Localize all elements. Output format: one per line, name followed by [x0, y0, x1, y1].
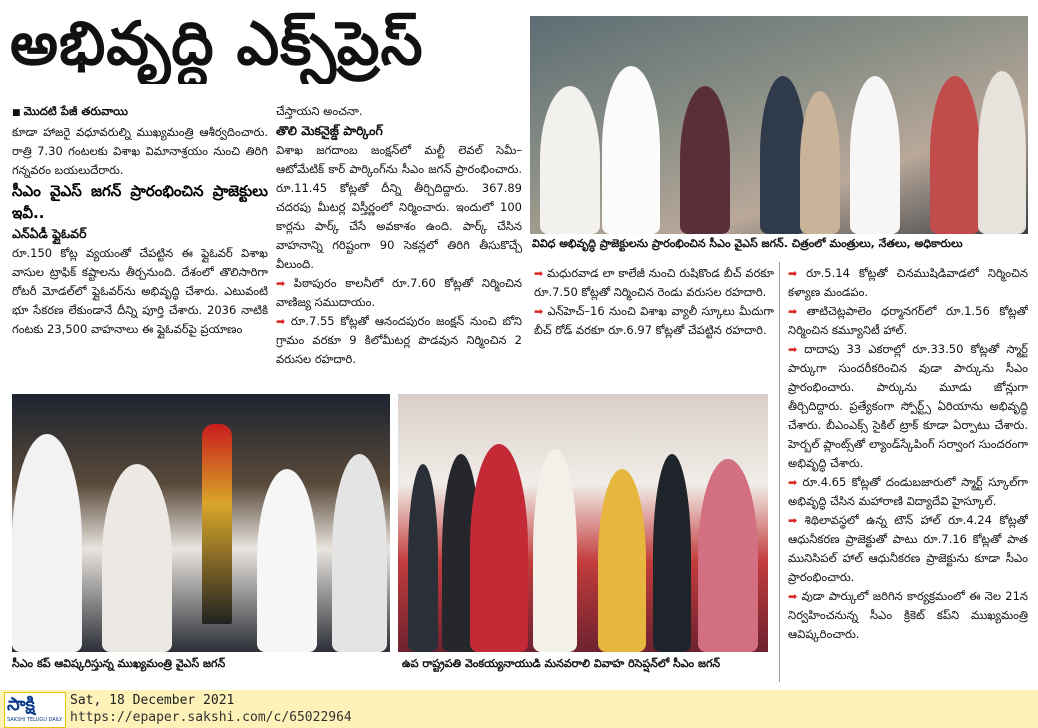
- bullet-item: ➡ ఎన్‌హెచ్–16 నుంచి విశాఖ వ్యాలీ స్కూలు మీదుగా బీచ్ రోడ్ వరకూ రూ.6.97 కోట్లతో చేపట్టిన రహదారి.: [534, 302, 774, 340]
- bullet-item: ➡ శిథిలావస్థలో ఉన్న టౌన్ హాల్ రూ.4.24 కోట్లతో ఆధునీకరణ ప్రాజెక్టుతో పాటు రూ.7.16 కోట్లతో పాత మునిసిపల్ హాల్ ఆధునీకరణ ప్రాజెక్టును కూడా సీఎం ప్రారంభించారు.: [788, 511, 1028, 587]
- caption-cup-photo: సీఎం కప్ ఆవిష్కరిస్తున్న ముఖ్యమంత్రి వైఎస్ జగన్: [12, 656, 390, 674]
- bullet-item: ➡ దాదాపు 33 ఎకరాల్లో రూ.33.50 కోట్లతో స్మార్ట్ పార్కుగా సుందరీకరించిన వుడా పార్కును సీఎం ప్రారంభించారు. పార్కును మూడు జోన్లుగా తీర్చిదిద్దారు. ప్రత్యేకంగా స్పోర్ట్స్ ఏరియాను అభివృద్ధి చేశారు. బీఎంఎక్స్ సైకిల్ ట్రాక్ కూడా ఏర్పాటు చేశారు. హెర్బల్ ప్లాంట్స్‌తో ల్యాండ్‌స్కేపింగ్ సర్వాంగ సుందరంగా అభివృద్ధి చేశారు.: [788, 340, 1028, 473]
- bullet-item: ➡ వుడా పార్కులో జరిగిన కార్యక్రమంలో ఈ నెల 21న నిర్వహించనున్న సీఎం క్రికెట్ కప్‌ని ముఖ్యమంత్రి ఆవిష్కరించారు.: [788, 587, 1028, 644]
- caption-top-photo: వివిధ అభివృద్ధి ప్రాజెక్టులను ప్రారంభించిన సీఎం వైఎస్ జగన్. చిత్రంలో మంత్రులు, నేతలు, అధికారులు: [532, 236, 1028, 254]
- article-column-1: [12, 102, 268, 382]
- footer-url-link[interactable]: https://epaper.sakshi.com/c/65022964: [70, 710, 352, 725]
- photo-wedding-reception: [398, 394, 768, 652]
- paragraph: చేస్తాయని అంచనా.: [276, 104, 363, 118]
- bullet-item: ➡ మధురవాడ లా కాలేజీ నుంచి రుషికొండ బీచ్ వరకూ రూ.7.50 కోట్లతో నిర్మించిన రెండు వరుసల రహదారి.: [534, 264, 774, 302]
- article-column-2: [276, 102, 522, 382]
- photo-cm-cup-launch: [12, 394, 390, 652]
- logo-text: సాక్షి: [7, 694, 35, 715]
- continuation-kicker: ■ మొదటి పేజీ తరువాయి: [12, 102, 268, 123]
- paragraph: కూడా హాజరై వధూవరుల్ని ముఖ్యమంత్రి ఆశీర్వదించారు. రాత్రి 7.30 గంటలకు విశాఖ విమానాశ్రయం నుంచి తిరిగి గన్నవరం బయలుదేరారు.: [12, 125, 268, 177]
- logo-subtext: SAKSHI TELUGU DAILY: [7, 717, 63, 723]
- caption-wedding-photo: ఉప రాష్ట్రపతి వెంకయ్యనాయుడి మనవరాలి వివాహ రిసెప్షన్‌లో సీఎం జగన్: [402, 656, 768, 674]
- bullet-item: ➡ రూ.5.14 కోట్లతో చినముషిడివాడలో నిర్మించిన కళ్యాణ మండపం.: [788, 264, 1028, 302]
- subheading: సీఎం వైఎస్ జగన్ ప్రారంభించిన ప్రాజెక్టులు ఇవీ..: [12, 182, 268, 222]
- subheading-parking: తొలి మెకనైజ్డ్ పార్కింగ్: [276, 123, 383, 138]
- column-rule: [779, 262, 780, 682]
- sakshi-logo: [4, 692, 66, 728]
- bullet-item: ➡ పిఠాపురం కాలనీలో రూ.7.60 కోట్లతో నిర్మించిన వాణిజ్య సముదాయం.: [276, 274, 522, 312]
- headline: అభివృద్ధి ఎక్స్‌ప్రెస్: [10, 9, 424, 79]
- footer-date: Sat, 18 December 2021: [70, 693, 235, 708]
- bullet-item: ➡ రూ.4.65 కోట్లతో దండుబజారులో స్మార్ట్ స్కూల్‌గా అభివృద్ధి చేసిన మహారాణి విద్యాదేవి హైస్కూల్.: [788, 473, 1028, 511]
- photo-cm-inauguration: [530, 16, 1028, 234]
- bullet-item: ➡ రూ.7.55 కోట్లతో ఆనందపురం జంక్షన్ నుంచి బోని గ్రామం వరకూ 9 కిలోమీటర్ల పొడవున నిర్మించిన 2 వరుసల రహదారి.: [276, 312, 522, 369]
- paragraph: విశాఖ జగదాంబ జంక్షన్‌లో మల్టీ లెవల్ సెమీ–ఆటోమేటిక్ కార్ పార్కింగ్‌ను సీఎం జగన్ ప్రారంభించారు. రూ.11.45 కోట్లతో దీన్ని తీర్చిదిద్దారు. 367.89 చదరపు మీటర్ల విస్తీర్ణంలో నిర్మించారు. ఇందులో 100 కార్లను పార్క్ చేసే అవకాశం ఉంది. పార్క్ చేసిన వాహనాన్ని గరిష్టంగా 90 సెకన్లలో తిరిగి తీసుకొచ్చే వీలుంది.: [276, 143, 522, 271]
- article-column-4: [788, 264, 1028, 684]
- bullet-item: ➡ తాటిచెట్లపాలెం ధర్మానగర్‌లో రూ.1.56 కోట్లతో నిర్మించిన కమ్యూనిటీ హాల్.: [788, 302, 1028, 340]
- article-column-3: [534, 264, 774, 384]
- paragraph: రూ.150 కోట్ల వ్యయంతో చేపట్టిన ఈ ఫ్లైఓవర్ విశాఖ వాసుల ట్రాఫిక్ కష్టాలను తీర్చనుంది. దేశంలో తొలిసారిగా రోటరీ మోడల్‌లో ఫ్లైఓవర్‌ను అభివృద్ధి చేశారు. ఎటువంటి భూ సేకరణ లేకుండానే దీన్ని పూర్తి చేశారు. 2036 నాటికి గంటకు 23,500 వాహనాలు ఈ ఫ్లైఓవర్‌పై ప్రయాణం: [12, 246, 268, 336]
- subheading-flyover: ఎన్ఏడీ ఫ్లైఓవర్: [12, 226, 87, 241]
